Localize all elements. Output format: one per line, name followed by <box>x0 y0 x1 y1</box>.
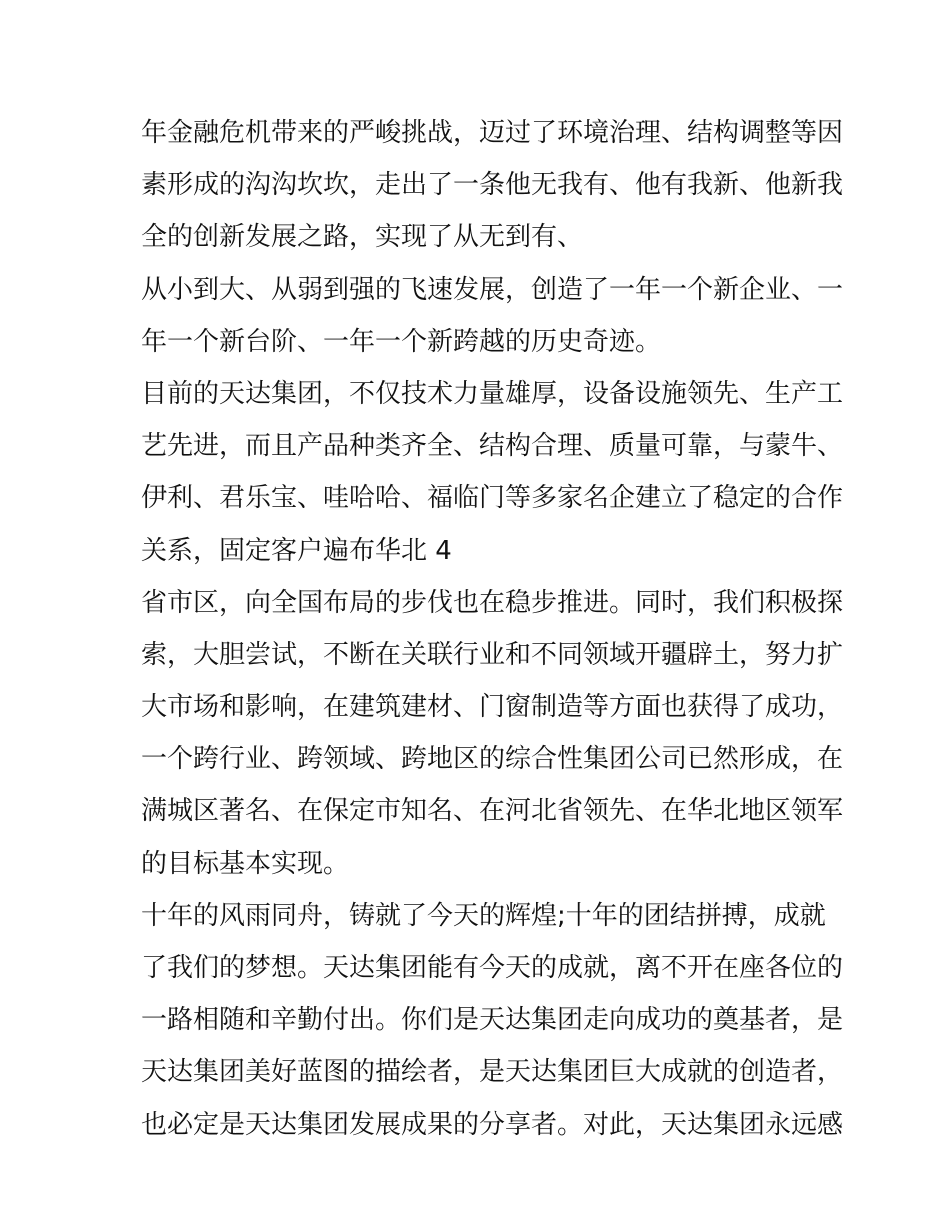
text-line: 从小到大、从弱到强的飞速发展，创造了一年一个新企业、一 <box>141 274 844 305</box>
text-line: 素形成的沟沟坎坎，走出了一条他无我有、他有我新、他新我 <box>141 170 844 201</box>
text-line: 年一个新台阶、一年一个新跨越的历史奇迹。 <box>141 326 662 357</box>
text-line: 艺先进，而且产品种类齐全、结构合理、质量可靠，与蒙牛、 <box>141 431 844 462</box>
text-line: 全的创新发展之路，实现了从无到有、 <box>141 222 584 253</box>
text-line: 目前的天达集团，不仅技术力量雄厚，设备设施领先、生产工 <box>141 378 844 409</box>
text-line: 索，大胆尝试，不断在关联行业和不同领域开疆辟土，努力扩 <box>141 639 844 670</box>
body-text <box>141 107 844 1151</box>
text-line: 伊利、君乐宝、哇哈哈、福临门等多家名企建立了稳定的合作 <box>141 483 844 514</box>
text-line: 省市区，向全国布局的步伐也在稳步推进。同时，我们积极探 <box>141 587 844 618</box>
text-line: 一路相随和辛勤付出。你们是天达集团走向成功的奠基者，是 <box>141 1005 844 1036</box>
text-line: 年金融危机带来的严峻挑战，迈过了环境治理、结构调整等因 <box>141 118 844 148</box>
text-line: 十年的风雨同舟，铸就了今天的辉煌;十年的团结拼搏，成就 <box>141 900 826 931</box>
text-line: 关系，固定客户遍布华北 4 <box>141 535 452 566</box>
text-line: 也必定是天达集团发展成果的分享者。对此，天达集团永远感 <box>141 1109 844 1140</box>
text-line: 一个跨行业、跨领域、跨地区的综合性集团公司已然形成，在 <box>141 744 844 775</box>
text-line: 的目标基本实现。 <box>141 848 350 879</box>
text-line: 大市场和影响，在建筑建材、门窗制造等方面也获得了成功， <box>141 692 844 723</box>
text-line: 了我们的梦想。天达集团能有今天的成就，离不开在座各位的 <box>141 953 844 983</box>
text-line: 天达集团美好蓝图的描绘者，是天达集团巨大成就的创造者， <box>141 1057 844 1088</box>
text-line: 满城区著名、在保定市知名、在河北省领先、在华北地区领军 <box>141 796 844 827</box>
